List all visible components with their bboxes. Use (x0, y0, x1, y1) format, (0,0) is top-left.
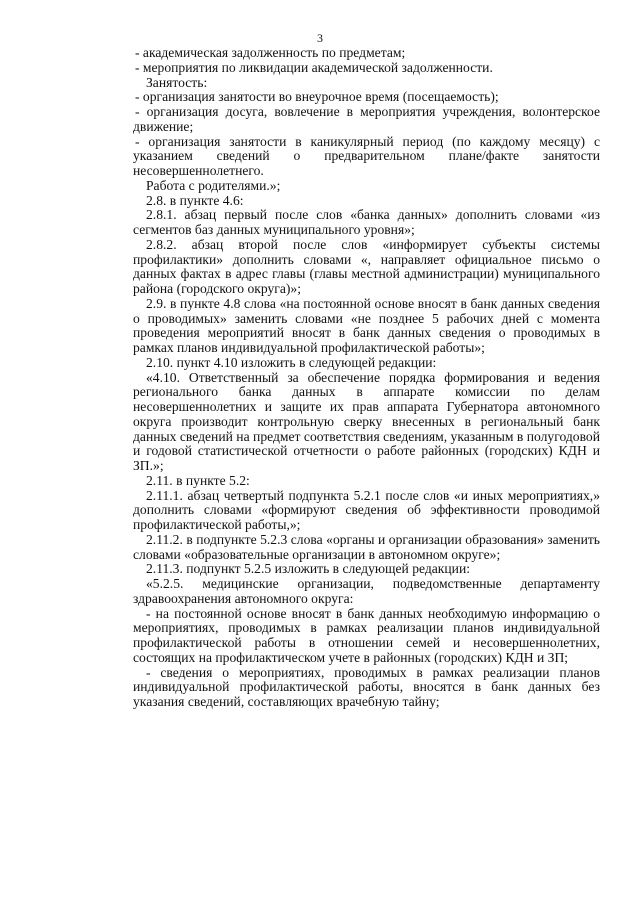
paragraph: Работа с родителями.»; (146, 177, 281, 193)
document-body (133, 46, 600, 710)
paragraph: - организация досуга, вовлечение в мероприятия учреждения, волонтерское движение; (133, 104, 600, 134)
paragraph: 2.11. в пункте 5.2: (146, 472, 250, 488)
paragraph: 2.10. пункт 4.10 изложить в следующей редакции: (146, 354, 437, 370)
paragraph: - сведения о мероприятиях, проводимых в рамках реализации планов индивидуальной профилактической работы, вносятся в банк данных без указания сведений, составляющих врачебную тайну; (133, 664, 600, 709)
paragraph: - академическая задолженность по предметам; (135, 45, 406, 60)
paragraph: «5.2.5. медицинские организации, подведомственные департаменту здравоохранения автономного округа: (133, 576, 600, 606)
paragraph: 2.8. в пункте 4.6: (146, 192, 244, 208)
paragraph: - мероприятия по ликвидации академической задолженности. (135, 59, 493, 75)
paragraph: 2.8.1. абзац первый после слов «банка данных» дополнить словами «из сегментов баз данных муниципального уровня»; (133, 207, 600, 237)
paragraph: 2.8.2. абзац второй после слов «информирует субъекты системы профилактики» дополнить словами «, направляет официальное письмо о данных фактах в адрес главы (главы местной администрации) муниципального района (городского округа)»; (133, 236, 600, 296)
paragraph: Занятость: (146, 74, 208, 90)
paragraph: 2.11.3. подпункт 5.2.5 изложить в следующей редакции: (146, 561, 470, 577)
paragraph: «4.10. Ответственный за обеспечение порядка формирования и ведения регионального банка данных в аппарате комиссии по делам несовершеннолетних и защите их прав аппарата Губернатора автономного округа производит контрольную сверку внесенных в региональный банк данных сведений на предмет соответствия сведениям, указанным в полугодовой и годовой статистической отчетности о работе районных (городских) КДН и ЗП.»; (133, 369, 600, 473)
page-number: 3 (317, 31, 323, 45)
paragraph: - организация занятости в каникулярный период (по каждому месяцу) с указанием сведений о предварительном плане/факте занятости несовершеннолетнего. (133, 133, 600, 178)
paragraph: 2.11.2. в подпункте 5.2.3 слова «органы и организации образования» заменить словами «образовательные организации в автономном округе»; (133, 531, 600, 562)
paragraph: - на постоянной основе вносят в банк данных необходимую информацию о мероприятиях, проводимых в рамках реализации планов индивидуальной профилактической работы в отношении семей и несовершеннолетних, состоящих на профилактическом учете в районных (городских) КДН и ЗП; (133, 605, 600, 665)
paragraph: - организация занятости во внеурочное время (посещаемость); (135, 89, 499, 105)
paragraph: 2.11.1. абзац четвертый подпункта 5.2.1 после слов «и иных мероприятиях,» дополнить словами «формируют сведения об эффективности проводимой профилактической работы,»; (133, 487, 600, 532)
paragraph: 2.9. в пункте 4.8 слова «на постоянной основе вносят в банк данных сведения о проводимых» заменить словами «не позднее 5 рабочих дней с момента проведения мероприятий вносят в банк данных сведения о проводимых в рамках планов индивидуальной профилактической работы»; (133, 295, 600, 355)
